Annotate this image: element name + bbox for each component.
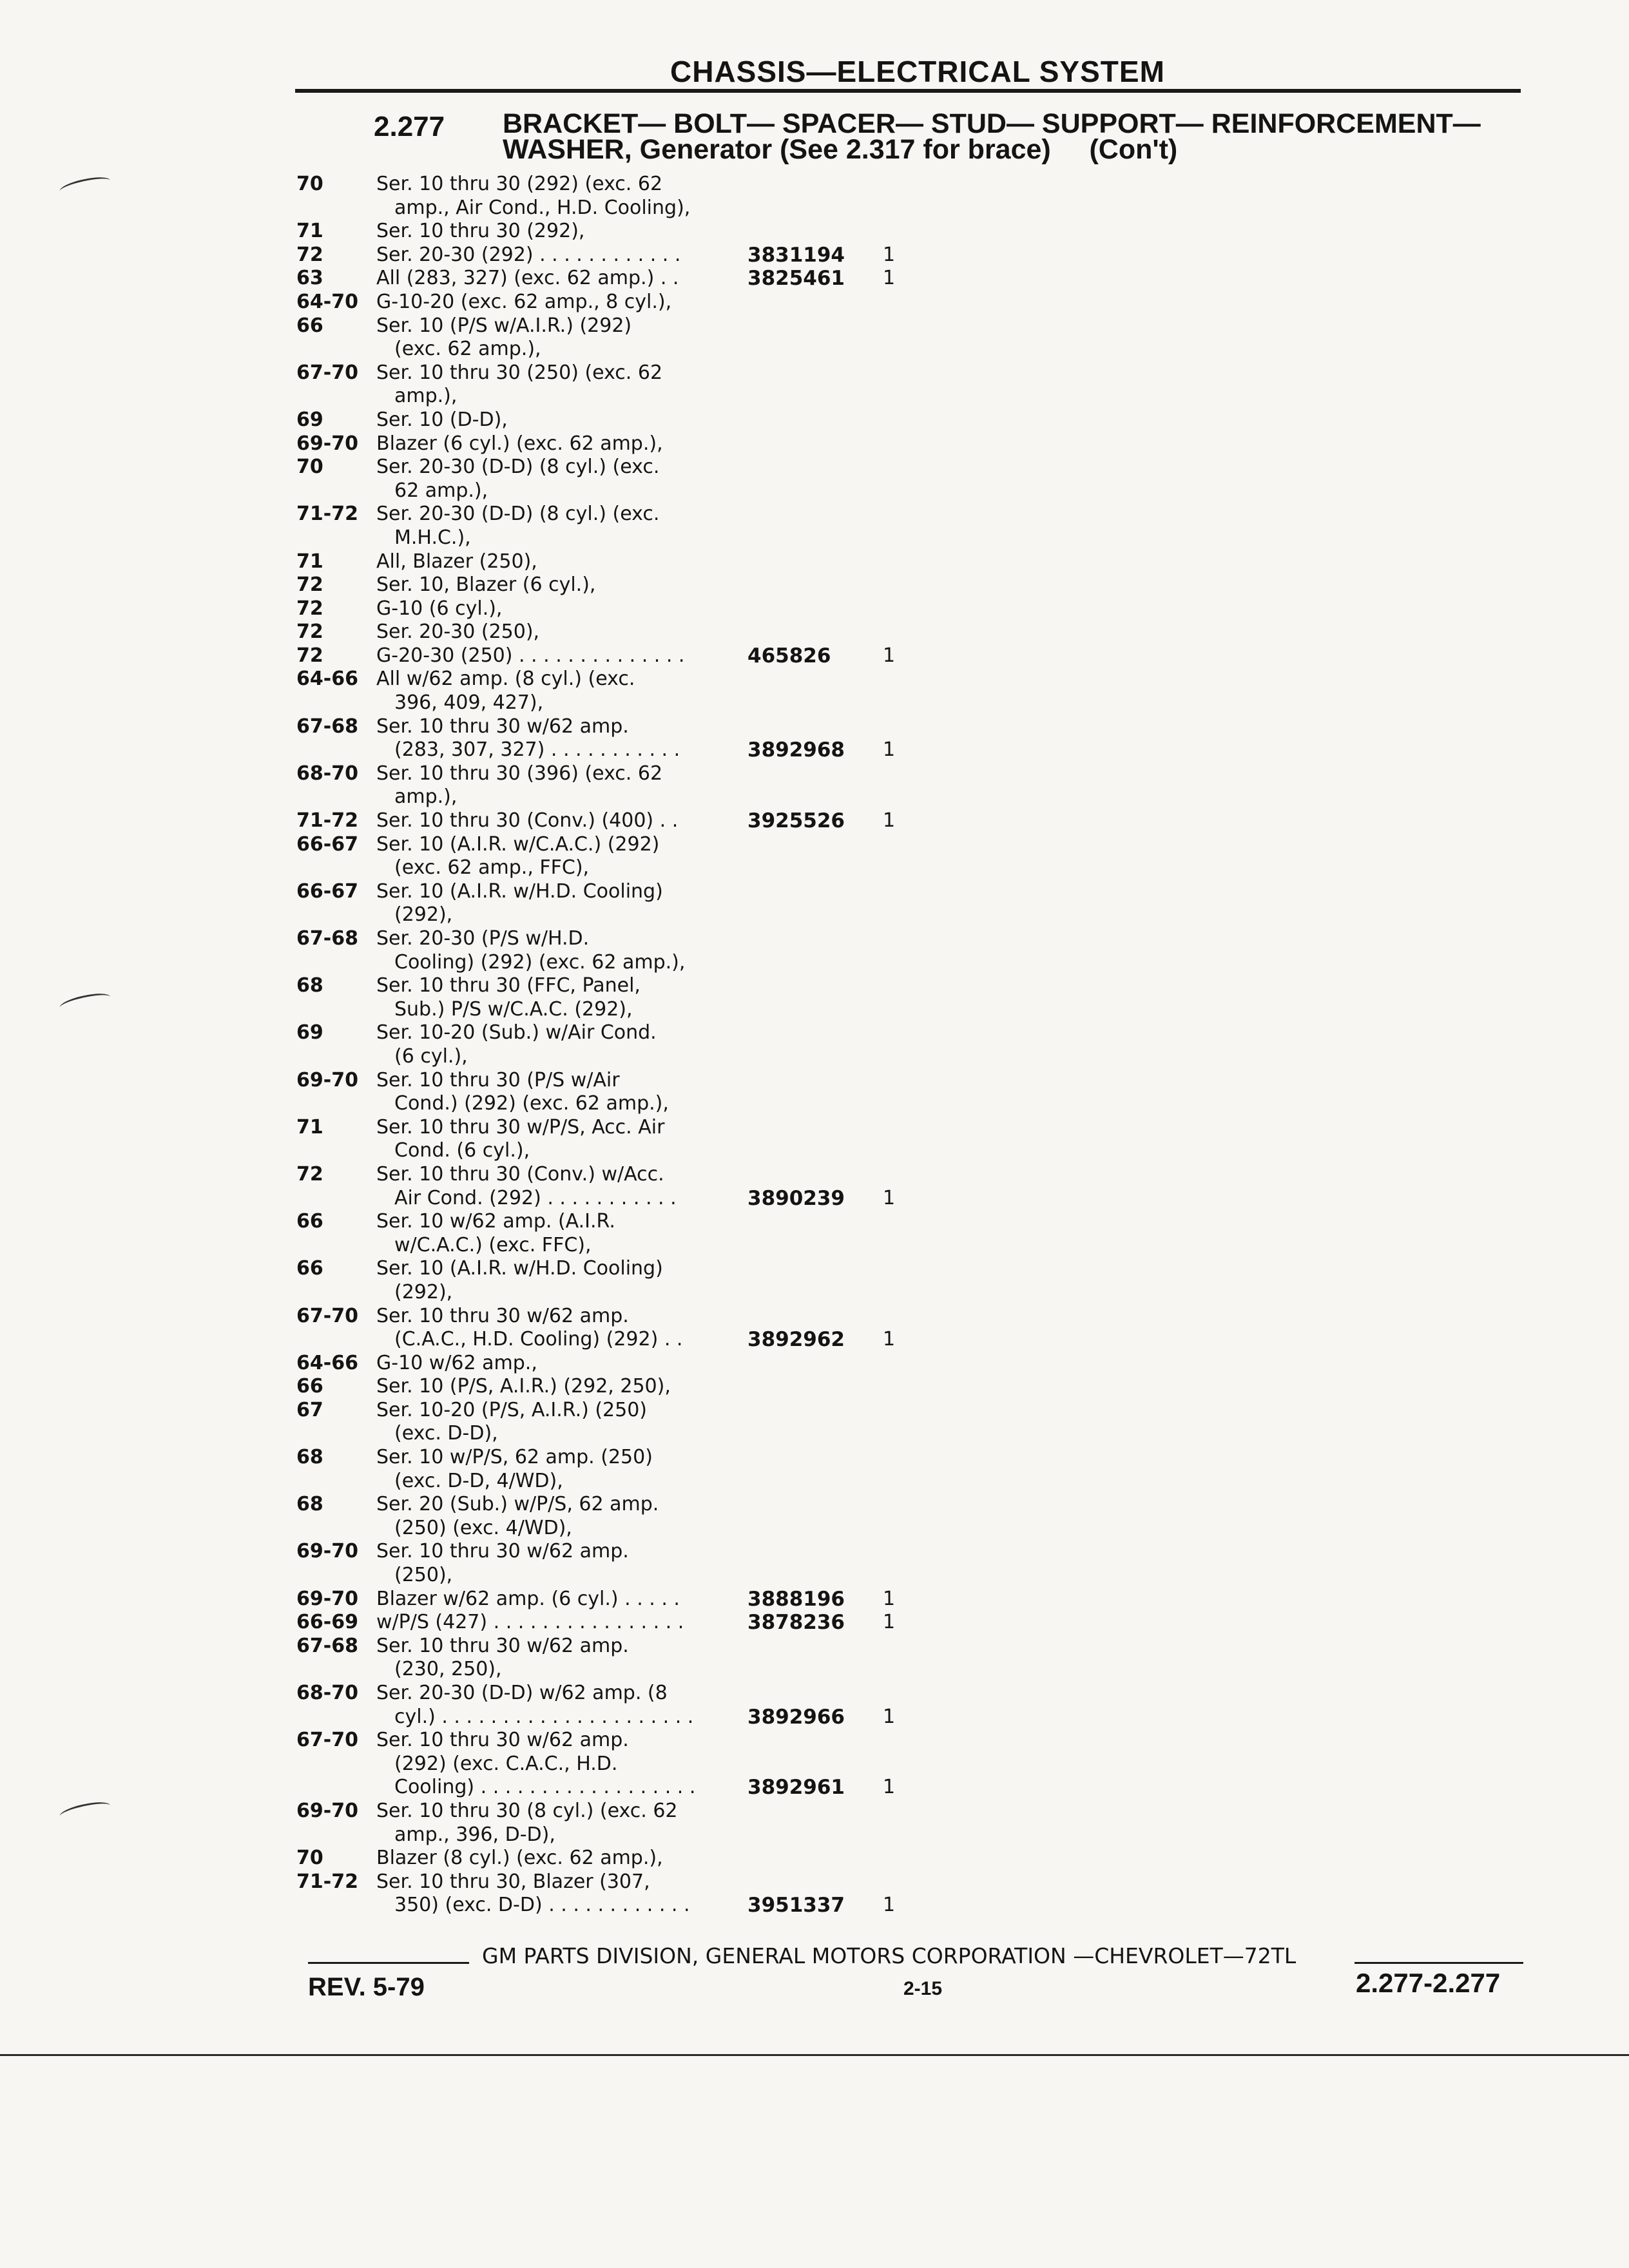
part-application: G-10 w/62 amp., bbox=[376, 1351, 537, 1374]
part-row bbox=[0, 691, 1629, 715]
quantity: 1 bbox=[883, 1611, 896, 1634]
part-application: Ser. 10 thru 30 w/62 amp. bbox=[376, 1729, 629, 1752]
part-row bbox=[0, 856, 1629, 880]
part-application: Ser. 10 thru 30 (Conv.) (400) . . bbox=[376, 809, 679, 832]
quantity: 1 bbox=[883, 1705, 896, 1728]
part-application: Sub.) P/S w/C.A.C. (292), bbox=[394, 997, 633, 1021]
part-row bbox=[0, 927, 1629, 951]
part-application: Ser. 10 (P/S w/A.I.R.) (292) bbox=[376, 314, 632, 337]
part-row bbox=[0, 1446, 1629, 1470]
quantity: 1 bbox=[883, 809, 896, 832]
year-range: 67-68 bbox=[296, 715, 358, 738]
year-range: 72 bbox=[296, 644, 323, 667]
footer-page-number: 2-15 bbox=[903, 1978, 943, 1999]
part-row bbox=[0, 1588, 1629, 1611]
year-range: 66-67 bbox=[296, 879, 358, 903]
part-application: (250), bbox=[394, 1564, 453, 1587]
part-application: All, Blazer (250), bbox=[376, 550, 537, 573]
year-range: 69-70 bbox=[296, 1799, 358, 1822]
part-application: G-10 (6 cyl.), bbox=[376, 597, 503, 620]
year-range: 66-67 bbox=[296, 832, 358, 856]
year-range: 66 bbox=[296, 314, 323, 337]
part-application: Ser. 10 thru 30 w/62 amp. bbox=[376, 1634, 629, 1657]
quantity: 1 bbox=[883, 1776, 896, 1799]
year-range: 67 bbox=[296, 1398, 323, 1421]
year-range: 66 bbox=[296, 1210, 323, 1233]
part-row bbox=[0, 1021, 1629, 1045]
part-application: Ser. 10 thru 30 (FFC, Panel, bbox=[376, 974, 641, 997]
part-application: Air Cond. (292) . . . . . . . . . . . bbox=[394, 1186, 677, 1209]
part-row bbox=[0, 456, 1629, 479]
part-application: Ser. 20-30 (D-D) (8 cyl.) (exc. bbox=[376, 456, 660, 479]
part-application: Ser. 10 (D-D), bbox=[376, 408, 508, 431]
part-application: (292), bbox=[394, 903, 453, 927]
part-application: 396, 409, 427), bbox=[394, 691, 544, 715]
part-row bbox=[0, 1069, 1629, 1093]
quantity: 1 bbox=[883, 267, 896, 290]
part-application: Cooling) (292) (exc. 62 amp.), bbox=[394, 950, 686, 974]
part-row bbox=[0, 550, 1629, 574]
part-application: All w/62 amp. (8 cyl.) (exc. bbox=[376, 668, 635, 691]
part-application: M.H.C.), bbox=[394, 526, 471, 549]
catalog-title-line-2: WASHER, Generator (See 2.317 for brace) (Con't) bbox=[503, 134, 1178, 165]
year-range: 67-68 bbox=[296, 1634, 358, 1657]
part-row bbox=[0, 1210, 1629, 1234]
footer-rule-left bbox=[308, 1962, 469, 1964]
part-row bbox=[0, 809, 1629, 833]
part-application: All (283, 327) (exc. 62 amp.) . . bbox=[376, 267, 679, 290]
part-number: 3831194 bbox=[747, 243, 845, 267]
part-row bbox=[0, 1706, 1629, 1729]
part-application: G-20-30 (250) . . . . . . . . . . . . . . bbox=[376, 644, 685, 667]
part-row bbox=[0, 1870, 1629, 1894]
part-application: Ser. 10 w/P/S, 62 amp. (250) bbox=[376, 1446, 653, 1469]
part-row bbox=[0, 432, 1629, 456]
year-range: 68-70 bbox=[296, 762, 358, 785]
part-row bbox=[0, 1517, 1629, 1541]
part-row bbox=[0, 785, 1629, 809]
part-application: (exc. D-D, 4/WD), bbox=[394, 1469, 563, 1492]
year-range: 71 bbox=[296, 1115, 323, 1139]
part-number: 3925526 bbox=[747, 809, 845, 833]
part-application: G-10-20 (exc. 62 amp., 8 cyl.), bbox=[376, 290, 672, 313]
part-row bbox=[0, 1564, 1629, 1588]
part-application: Ser. 20-30 (P/S w/H.D. bbox=[376, 927, 590, 950]
part-application: Ser. 20-30 (D-D) (8 cyl.) (exc. bbox=[376, 503, 660, 526]
part-number: 3890239 bbox=[747, 1186, 845, 1210]
part-row bbox=[0, 1894, 1629, 1917]
part-row bbox=[0, 1753, 1629, 1776]
part-application: Ser. 10 thru 30 (250) (exc. 62 bbox=[376, 361, 663, 384]
year-range: 68 bbox=[296, 974, 323, 997]
footer-revision: REV. 5-79 bbox=[308, 1973, 425, 2001]
part-application: Blazer (8 cyl.) (exc. 62 amp.), bbox=[376, 1847, 663, 1870]
part-row bbox=[0, 173, 1629, 197]
part-number: 3892966 bbox=[747, 1705, 845, 1729]
part-row bbox=[0, 573, 1629, 597]
catalog-group-number: 2.277 bbox=[374, 111, 445, 142]
part-number: 3892968 bbox=[747, 738, 845, 762]
part-application: Ser. 10 thru 30 w/62 amp. bbox=[376, 715, 629, 738]
part-row bbox=[0, 526, 1629, 550]
part-row bbox=[0, 1281, 1629, 1305]
year-range: 70 bbox=[296, 456, 323, 479]
part-row bbox=[0, 1776, 1629, 1800]
part-application: Cond. (6 cyl.), bbox=[394, 1139, 530, 1162]
part-application: amp., Air Cond., H.D. Cooling), bbox=[394, 196, 691, 219]
part-application: Ser. 20 (Sub.) w/P/S, 62 amp. bbox=[376, 1493, 659, 1516]
part-application: Cooling) . . . . . . . . . . . . . . . . . . bbox=[394, 1776, 696, 1799]
year-range: 69-70 bbox=[296, 1068, 358, 1091]
part-row bbox=[0, 1729, 1629, 1753]
year-range: 72 bbox=[296, 1162, 323, 1186]
year-range: 67-70 bbox=[296, 1729, 358, 1752]
part-application: Ser. 20-30 (D-D) w/62 amp. (8 bbox=[376, 1682, 668, 1704]
part-application: Ser. 10 (A.I.R. w/H.D. Cooling) bbox=[376, 1257, 663, 1280]
year-range: 71 bbox=[296, 550, 323, 573]
part-row bbox=[0, 1375, 1629, 1399]
year-range: 72 bbox=[296, 243, 323, 266]
year-range: 71 bbox=[296, 220, 323, 243]
part-application: Ser. 10 thru 30 (292), bbox=[376, 220, 585, 243]
part-row bbox=[0, 244, 1629, 267]
part-row bbox=[0, 503, 1629, 526]
year-range: 68 bbox=[296, 1493, 323, 1516]
part-number: 465826 bbox=[747, 644, 831, 668]
part-application: Ser. 20-30 (292) . . . . . . . . . . . . bbox=[376, 243, 681, 266]
part-row bbox=[0, 903, 1629, 927]
part-row bbox=[0, 1422, 1629, 1446]
part-application: amp.), bbox=[394, 385, 458, 408]
part-row bbox=[0, 762, 1629, 786]
part-row bbox=[0, 1352, 1629, 1376]
part-application: (292), bbox=[394, 1280, 453, 1303]
part-row bbox=[0, 291, 1629, 314]
part-number: 3892962 bbox=[747, 1328, 845, 1352]
part-application: Ser. 10 thru 30 w/62 amp. bbox=[376, 1304, 629, 1327]
part-row bbox=[0, 408, 1629, 432]
part-application: Blazer w/62 amp. (6 cyl.) . . . . . bbox=[376, 1587, 680, 1610]
part-row bbox=[0, 1540, 1629, 1564]
year-range: 68-70 bbox=[296, 1682, 358, 1704]
year-range: 64-66 bbox=[296, 1351, 358, 1374]
year-range: 69 bbox=[296, 1021, 323, 1044]
quantity: 1 bbox=[883, 1587, 896, 1610]
part-row bbox=[0, 644, 1629, 668]
part-application: Ser. 10, Blazer (6 cyl.), bbox=[376, 573, 596, 597]
part-application: (exc. 62 amp., FFC), bbox=[394, 856, 590, 879]
part-application: (C.A.C., H.D. Cooling) (292) . . bbox=[394, 1328, 683, 1351]
year-range: 66 bbox=[296, 1375, 323, 1398]
part-application: cyl.) . . . . . . . . . . . . . . . . . . . . . bbox=[394, 1705, 694, 1728]
part-row bbox=[0, 1328, 1629, 1352]
year-range: 69 bbox=[296, 408, 323, 431]
part-application: Ser. 10 thru 30 (P/S w/Air bbox=[376, 1068, 620, 1091]
catalog-title-line-1: BRACKET— BOLT— SPACER— STUD— SUPPORT— REINFORCEMENT— bbox=[503, 108, 1481, 139]
part-row bbox=[0, 1257, 1629, 1281]
part-application: Blazer (6 cyl.) (exc. 62 amp.), bbox=[376, 432, 663, 455]
catalog-group-title bbox=[503, 108, 1534, 165]
year-range: 68 bbox=[296, 1446, 323, 1469]
part-row bbox=[0, 998, 1629, 1022]
part-row bbox=[0, 1139, 1629, 1163]
year-range: 69-70 bbox=[296, 432, 358, 455]
year-range: 72 bbox=[296, 597, 323, 620]
year-range: 71-72 bbox=[296, 503, 358, 526]
part-number: 3878236 bbox=[747, 1611, 845, 1635]
year-range: 66 bbox=[296, 1257, 323, 1280]
year-range: 71-72 bbox=[296, 1870, 358, 1893]
part-application: (283, 307, 327) . . . . . . . . . . . bbox=[394, 738, 680, 762]
part-row bbox=[0, 220, 1629, 244]
part-application: (6 cyl.), bbox=[394, 1044, 468, 1068]
year-range: 64-70 bbox=[296, 290, 358, 313]
part-row bbox=[0, 1187, 1629, 1211]
part-row bbox=[0, 1658, 1629, 1682]
part-application: Ser. 10-20 (Sub.) w/Air Cond. bbox=[376, 1021, 657, 1044]
part-row bbox=[0, 668, 1629, 691]
part-row bbox=[0, 880, 1629, 904]
part-application: Ser. 10 thru 30 (292) (exc. 62 bbox=[376, 173, 663, 195]
quantity: 1 bbox=[883, 738, 896, 762]
part-row bbox=[0, 833, 1629, 857]
part-number: 3892961 bbox=[747, 1776, 845, 1800]
year-range: 66-69 bbox=[296, 1611, 358, 1634]
part-row bbox=[0, 597, 1629, 621]
part-application: Ser. 20-30 (250), bbox=[376, 620, 540, 644]
part-row bbox=[0, 361, 1629, 385]
part-number: 3825461 bbox=[747, 267, 845, 291]
year-range: 71-72 bbox=[296, 809, 358, 832]
part-row bbox=[0, 338, 1629, 361]
part-application: Ser. 10 thru 30 (8 cyl.) (exc. 62 bbox=[376, 1799, 678, 1822]
footer-group-range: 2.277-2.277 bbox=[1356, 1968, 1501, 1998]
part-application: Ser. 10 thru 30 (396) (exc. 62 bbox=[376, 762, 663, 785]
part-row bbox=[0, 1635, 1629, 1658]
quantity: 1 bbox=[883, 1328, 896, 1351]
part-application: (292) (exc. C.A.C., H.D. bbox=[394, 1752, 618, 1775]
part-row bbox=[0, 385, 1629, 408]
header-rule bbox=[295, 89, 1521, 93]
part-row bbox=[0, 1823, 1629, 1847]
part-row bbox=[0, 1045, 1629, 1069]
part-application: Ser. 10 thru 30 (Conv.) w/Acc. bbox=[376, 1162, 664, 1186]
part-row bbox=[0, 479, 1629, 503]
year-range: 70 bbox=[296, 173, 323, 195]
year-range: 69-70 bbox=[296, 1540, 358, 1563]
part-application: Cond.) (292) (exc. 62 amp.), bbox=[394, 1092, 669, 1115]
part-row bbox=[0, 974, 1629, 998]
part-application: amp.), bbox=[394, 785, 458, 809]
part-row bbox=[0, 738, 1629, 762]
part-application: (250) (exc. 4/WD), bbox=[394, 1516, 572, 1539]
part-row bbox=[0, 1847, 1629, 1870]
part-application: 62 amp.), bbox=[394, 479, 488, 502]
part-application: (exc. 62 amp.), bbox=[394, 338, 541, 361]
part-row bbox=[0, 1800, 1629, 1823]
quantity: 1 bbox=[883, 1894, 896, 1917]
quantity: 1 bbox=[883, 644, 896, 667]
year-range: 69-70 bbox=[296, 1587, 358, 1610]
part-application: (exc. D-D), bbox=[394, 1422, 498, 1445]
part-number: 3951337 bbox=[747, 1894, 845, 1917]
part-row bbox=[0, 1399, 1629, 1423]
year-range: 67-68 bbox=[296, 927, 358, 950]
quantity: 1 bbox=[883, 1186, 896, 1209]
part-row bbox=[0, 620, 1629, 644]
part-row bbox=[0, 1611, 1629, 1635]
part-row bbox=[0, 314, 1629, 338]
year-range: 72 bbox=[296, 620, 323, 644]
part-row bbox=[0, 1163, 1629, 1187]
year-range: 64-66 bbox=[296, 668, 358, 691]
footer-rule-right bbox=[1354, 1962, 1523, 1964]
part-application: amp., 396, D-D), bbox=[394, 1823, 555, 1846]
part-application: Ser. 10 w/62 amp. (A.I.R. bbox=[376, 1210, 615, 1233]
quantity: 1 bbox=[883, 243, 896, 266]
footer-publisher: GM PARTS DIVISION, GENERAL MOTORS CORPORATION —CHEVROLET—72TL bbox=[482, 1943, 1296, 1968]
year-range: 72 bbox=[296, 573, 323, 597]
parts-list bbox=[0, 173, 1629, 1917]
year-range: 70 bbox=[296, 1847, 323, 1870]
part-application: (230, 250), bbox=[394, 1658, 502, 1681]
part-row bbox=[0, 1116, 1629, 1140]
part-application: Ser. 10 (P/S, A.I.R.) (292, 250), bbox=[376, 1375, 671, 1398]
part-row bbox=[0, 267, 1629, 291]
part-row bbox=[0, 1305, 1629, 1329]
part-application: w/C.A.C.) (exc. FFC), bbox=[394, 1233, 592, 1256]
part-row bbox=[0, 1493, 1629, 1517]
part-application: Ser. 10 (A.I.R. w/C.A.C.) (292) bbox=[376, 832, 660, 856]
section-title: CHASSIS—ELECTRICAL SYSTEM bbox=[670, 55, 1165, 88]
part-application: Ser. 10 thru 30, Blazer (307, bbox=[376, 1870, 650, 1893]
part-application: Ser. 10 thru 30 w/62 amp. bbox=[376, 1540, 629, 1563]
year-range: 67-70 bbox=[296, 1304, 358, 1327]
part-row bbox=[0, 1234, 1629, 1258]
part-application: w/P/S (427) . . . . . . . . . . . . . . . . bbox=[376, 1611, 684, 1634]
year-range: 67-70 bbox=[296, 361, 358, 384]
part-row bbox=[0, 197, 1629, 220]
part-application: 350) (exc. D-D) . . . . . . . . . . . . bbox=[394, 1894, 690, 1917]
part-application: Ser. 10 thru 30 w/P/S, Acc. Air bbox=[376, 1115, 665, 1139]
part-application: Ser. 10-20 (P/S, A.I.R.) (250) bbox=[376, 1398, 648, 1421]
part-application: Ser. 10 (A.I.R. w/H.D. Cooling) bbox=[376, 879, 663, 903]
part-number: 3888196 bbox=[747, 1587, 845, 1611]
year-range: 63 bbox=[296, 267, 323, 290]
part-row bbox=[0, 1682, 1629, 1706]
part-row bbox=[0, 1470, 1629, 1494]
part-row bbox=[0, 715, 1629, 739]
part-row bbox=[0, 1092, 1629, 1116]
part-row bbox=[0, 951, 1629, 975]
bottom-rule bbox=[0, 2054, 1629, 2056]
